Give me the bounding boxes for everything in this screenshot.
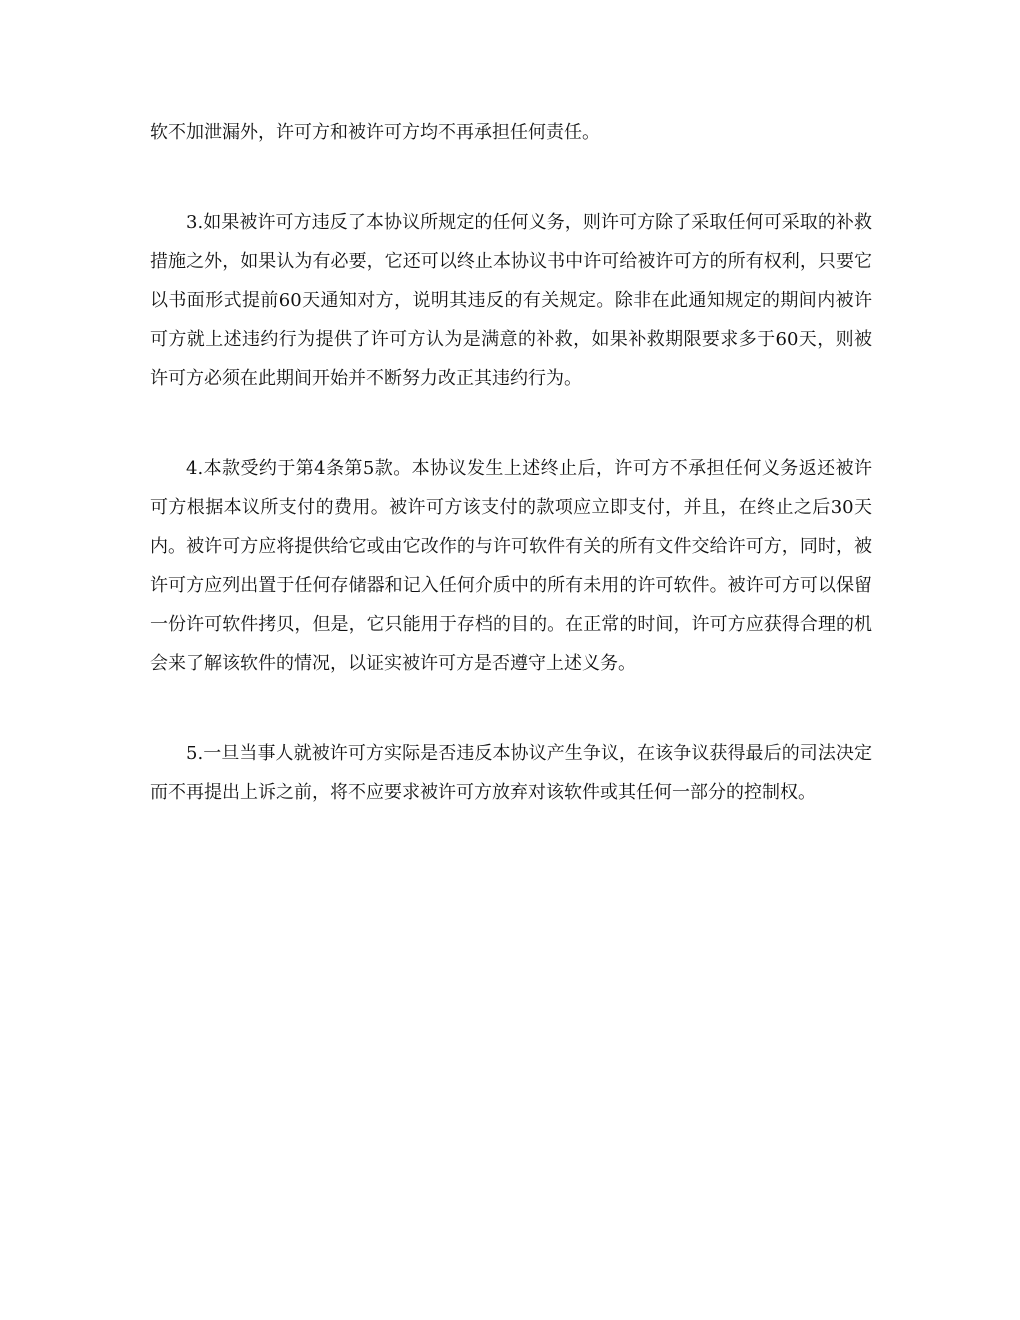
paragraph-continuation: 软不加泄漏外，许可方和被许可方均不再承担任何责任。 [150,122,600,143]
paragraph-clause-5: 5.一旦当事人就被许可方实际是否违反本协议产生争议，在该争议获得最后的司法决定而不再提出上诉之前，将不应要求被许可方放弃对该软件或其任何一部分的控制权。 [150,743,872,803]
paragraph-clause-3: 3.如果被许可方违反了本协议所规定的任何义务，则许可方除了采取任何可采取的补救措施之外，如果认为有必要，它还可以终止本协议书中许可给被许可方的所有权利，只要它以书面形式提前60天通知对方，说明其违反的有关规定。除非在此通知规定的期间内被许可方就上述违约行为提供了许可方认为是满意的补救，如果补救期限要求多于60天，则被许可方必须在此期间开始并不断努力改正其违约行为。 [150,212,872,389]
paragraph-clause-4: 4.本款受约于第4条第5款。本协议发生上述终止后，许可方不承担任何义务返还被许可方根据本议所支付的费用。被许可方该支付的款项应立即支付，并且，在终止之后30天内。被许可方应将提供给它或由它改作的与许可软件有关的所有文件交给许可方，同时，被许可方应列出置于任何存储器和记入任何介质中的所有未用的许可软件。被许可方可以保留一份许可软件拷贝，但是，它只能用于存档的目的。在正常的时间，许可方应获得合理的机会来了解该软件的情况，以证实被许可方是否遵守上述义务。 [150,458,872,674]
document-body [150,113,872,812]
